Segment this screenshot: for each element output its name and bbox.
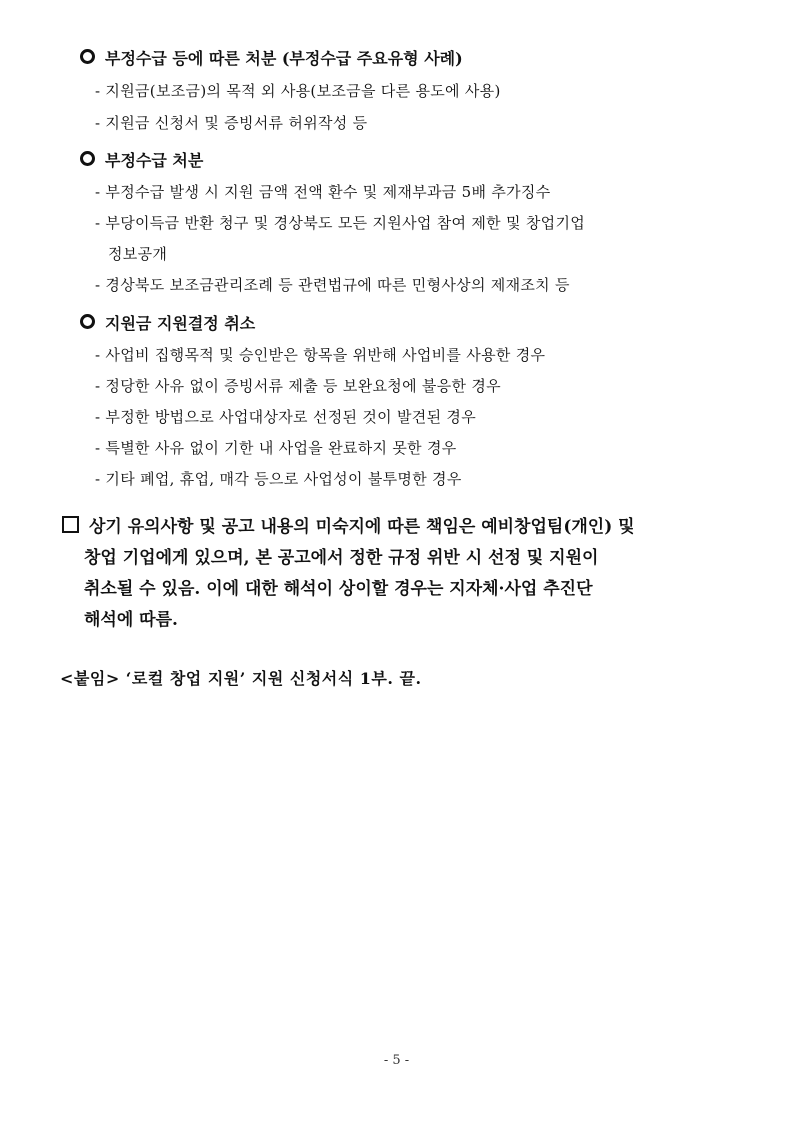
notice-block [62,512,742,636]
notice-line: 취소될 수 있음. 이에 대한 해석이 상이할 경우는 지자체·사업 추진단 [84,579,593,599]
page-number: - 5 - [383,1053,410,1068]
list-item: - 지원금(보조금)의 목적 외 사용(보조금을 다른 용도에 사용) [95,82,501,100]
list-item: - 부정한 방법으로 사업대상자로 선정된 것이 발견된 경우 [95,408,477,426]
circle-bullet-icon [80,151,95,166]
list-item: - 부정수급 발생 시 지원 금액 전액 환수 및 제재부과금 5배 추가징수 [95,183,551,201]
notice-line: 창업 기업에게 있으며, 본 공고에서 정한 규정 위반 시 선정 및 지원이 [84,548,599,568]
circle-bullet-icon [80,314,95,329]
square-bullet-icon [62,516,79,533]
list-item-continuation: 정보공개 [108,245,168,263]
circle-bullet-icon [80,49,95,64]
notice-line: 해석에 따름. [84,610,178,630]
section-heading-fraud-penalty: 부정수급 처분 [80,150,203,172]
section-heading-fraud-types: 부정수급 등에 따른 처분 (부정수급 주요유형 사례) [80,48,463,70]
list-item: - 지원금 신청서 및 증빙서류 허위작성 등 [95,114,368,132]
notice-line: 상기 유의사항 및 공고 내용의 미숙지에 따른 책임은 예비창업팀(개인) 및 [62,512,742,543]
list-item: - 정당한 사유 없이 증빙서류 제출 등 보완요청에 불응한 경우 [95,377,501,395]
attachment-note: <붙임> ‘로컬 창업 지원’ 지원 신청서식 1부. 끝. [60,669,422,688]
list-item: - 사업비 집행목적 및 승인받은 항목을 위반해 사업비를 사용한 경우 [95,346,546,364]
section-heading-grant-cancellation: 지원금 지원결정 취소 [80,313,255,335]
list-item: - 부당이득금 반환 청구 및 경상북도 모든 지원사업 참여 제한 및 창업기업 [95,214,586,232]
list-item: - 특별한 사유 없이 기한 내 사업을 완료하지 못한 경우 [95,439,457,457]
list-item: - 경상북도 보조금관리조례 등 관련법규에 따른 민형사상의 제재조치 등 [95,276,570,294]
list-item: - 기타 폐업, 휴업, 매각 등으로 사업성이 불투명한 경우 [95,470,462,488]
